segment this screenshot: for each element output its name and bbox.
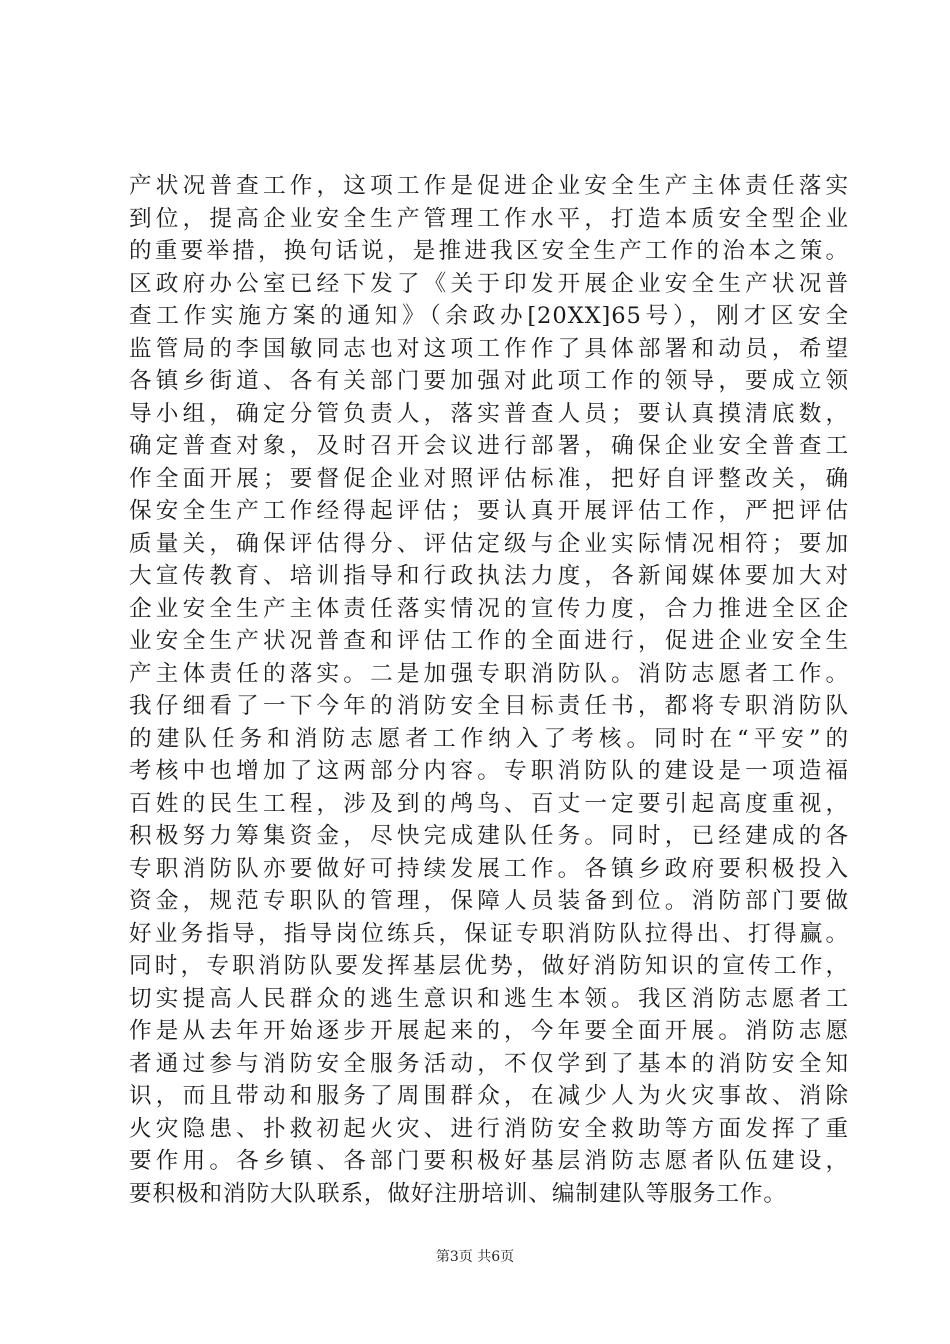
text-line: 同时，专职消防队要发挥基层优势，做好消防知识的宣传工作， xyxy=(129,953,849,979)
text-line: 我仔细看了一下今年的消防安全目标责任书，都将专职消防队 xyxy=(129,693,849,719)
text-line: 火灾隐患、扑救初起火灾、进行消防安全救助等方面发挥了重 xyxy=(129,1115,849,1142)
text-line: 各镇乡街道、各有关部门要加强对此项工作的领导，要成立领 xyxy=(129,368,849,394)
text-line: 的重要举措，换句话说，是推进我区安全生产工作的治本之策。 xyxy=(129,238,849,264)
text-line: 识，而且带动和服务了周围群众，在减少人为火灾事故、消除 xyxy=(129,1083,849,1109)
text-line: 专职消防队亦要做好可持续发展工作。各镇乡政府要积极投入 xyxy=(129,855,849,882)
text-line: 到位，提高企业安全生产管理工作水平，打造本质安全型企业 xyxy=(129,205,849,232)
text-line: 的建队任务和消防志愿者工作纳入了考核。同时在“平安”的 xyxy=(129,725,849,752)
text-line: 导小组，确定分管负责人，落实普查人员；要认真摸清底数， xyxy=(129,400,849,427)
text-line: 好业务指导，指导岗位练兵，保证专职消防队拉得出、打得赢。 xyxy=(129,920,849,947)
text-line: 切实提高人民群众的逃生意识和逃生本领。我区消防志愿者工 xyxy=(129,985,849,1012)
text-line: 产状况普查工作，这项工作是促进企业安全生产主体责任落实 xyxy=(129,173,849,199)
text-line: 区政府办公室已经下发了《关于印发开展企业安全生产状况普 xyxy=(129,270,849,297)
text-line: 产主体责任的落实。二是加强专职消防队。消防志愿者工作。 xyxy=(129,660,849,687)
text-line: 要作用。各乡镇、各部门要积极好基层消防志愿者队伍建设， xyxy=(129,1148,849,1174)
text-line: 监管局的李国敏同志也对这项工作作了具体部署和动员，希望 xyxy=(129,335,849,362)
text-line: 资金，规范专职队的管理，保障人员装备到位。消防部门要做 xyxy=(129,888,849,914)
body-paragraph xyxy=(129,170,849,1210)
text-line: 业安全生产状况普查和评估工作的全面进行，促进企业安全生 xyxy=(129,628,849,654)
text-line: 者通过参与消防安全服务活动，不仅学到了基本的消防安全知 xyxy=(129,1050,849,1077)
text-line: 积极努力筹集资金，尽快完成建队任务。同时，已经建成的各 xyxy=(129,823,849,849)
text-line: 百姓的民生工程，涉及到的鸬鸟、百丈一定要引起高度重视， xyxy=(129,790,849,817)
text-line: 作是从去年开始逐步开展起来的，今年要全面开展。消防志愿 xyxy=(129,1018,849,1044)
text-line: 确定普查对象，及时召开会议进行部署，确保企业安全普查工 xyxy=(129,433,849,459)
text-line: 查工作实施方案的通知》（余政办[20XX]65号），刚才区安全 xyxy=(129,303,849,329)
text-line: 大宣传教育、培训指导和行政执法力度，各新闻媒体要加大对 xyxy=(129,563,849,589)
text-line: 考核中也增加了这两部分内容。专职消防队的建设是一项造福 xyxy=(129,758,849,784)
text-line: 企业安全生产主体责任落实情况的宣传力度，合力推进全区企 xyxy=(129,595,849,622)
text-line: 保安全生产工作经得起评估；要认真开展评估工作，严把评估 xyxy=(129,498,849,524)
page-footer: 第3页 共6页 xyxy=(435,1249,515,1265)
text-line: 质量关，确保评估得分、评估定级与企业实际情况相符；要加 xyxy=(129,530,849,557)
text-line: 作全面开展；要督促企业对照评估标准，把好自评整改关，确 xyxy=(129,465,849,492)
text-line: 要积极和消防大队联系，做好注册培训、编制建队等服务工作。 xyxy=(129,1180,787,1207)
